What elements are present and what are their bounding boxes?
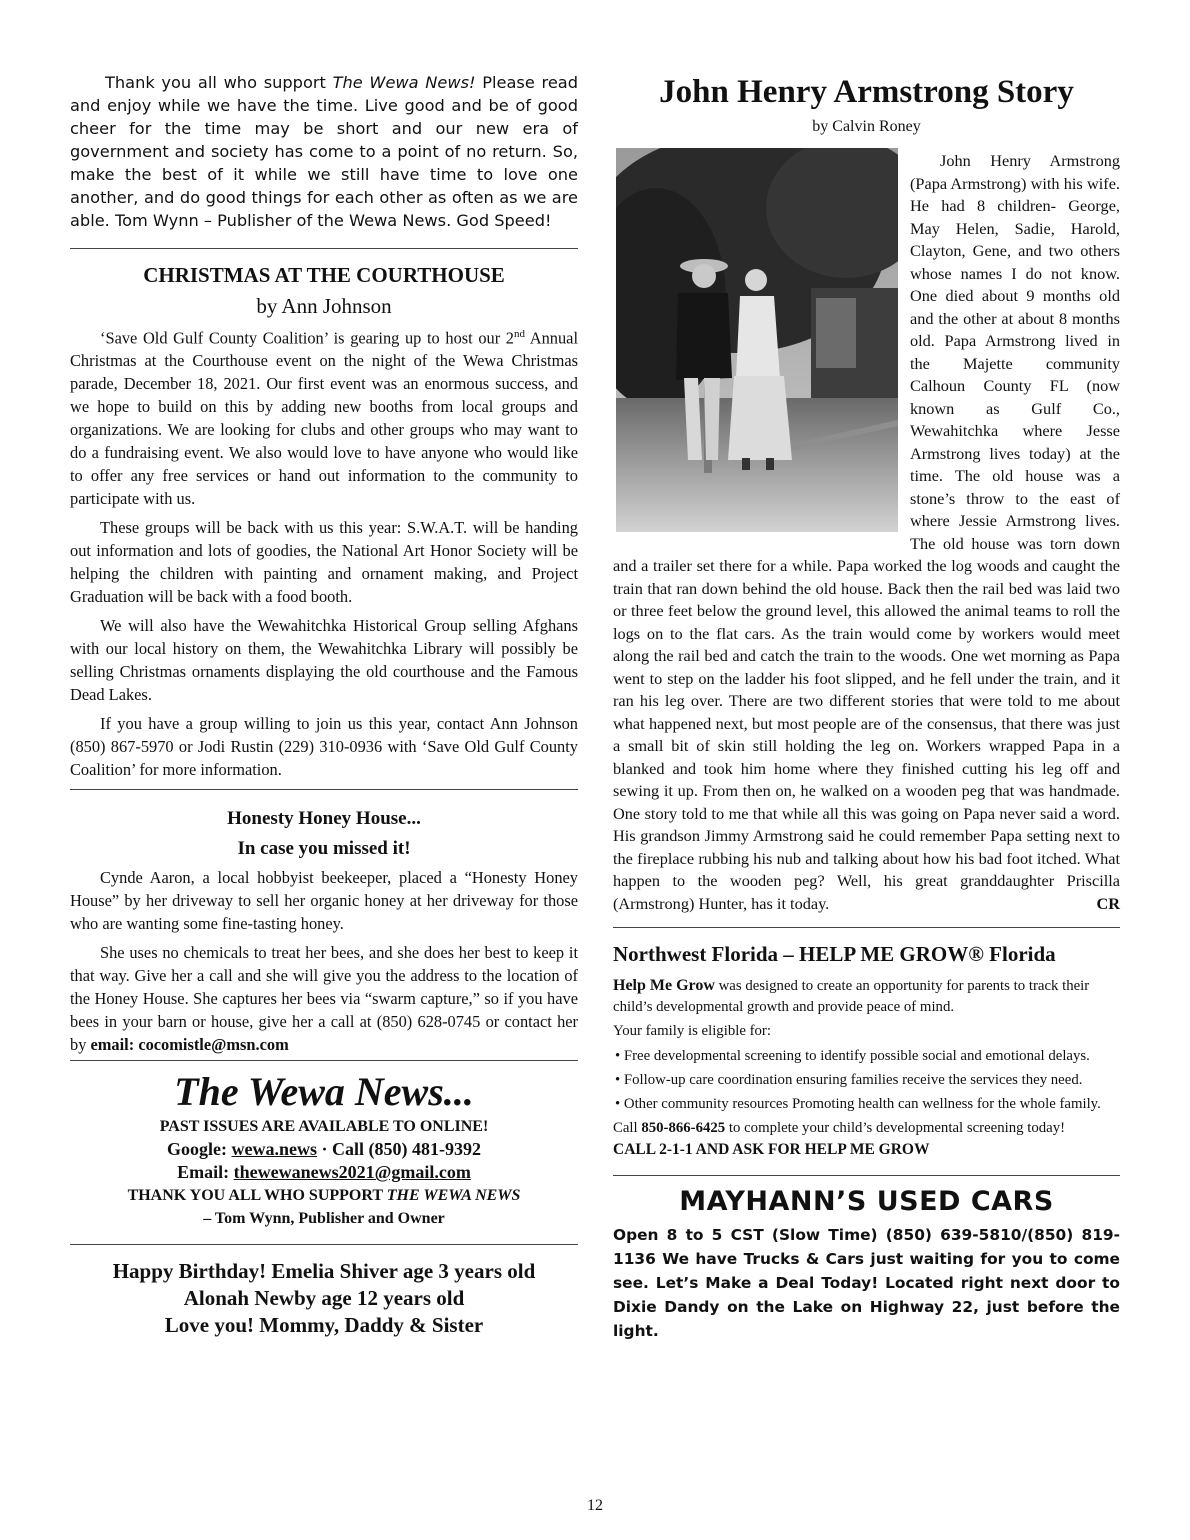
publisher-note-text-cont: Please read and enjoy while we have the time. Live good and be of good cheer for the time may be short and our new era of government and society has come to a point of no return. So, make the best of it while we still have time to love one another, and do good things for each other as often as we are able. Tom Wynn – Publisher of the Wewa News. God Speed! bbox=[70, 73, 578, 230]
publisher-note bbox=[70, 71, 578, 232]
help-me-grow-body bbox=[613, 975, 1120, 1161]
honey-body bbox=[70, 866, 578, 1056]
list-item: • Free developmental screening to identify possible social and emotional delays. bbox=[615, 1048, 1090, 1064]
armstrong-byline: by Calvin Roney bbox=[812, 118, 921, 135]
mayhanns-body: Open 8 to 5 CST (Slow Time) (850) 639-5810/(850) 819-1136 We have Trucks & Cars just waiting for you to come see. Let’s Make a Deal Today! Located right next door to Dixie Dandy on the Lake on Highway 22, just before the light. bbox=[613, 1226, 1120, 1340]
help-me-grow-intro bbox=[613, 975, 1120, 1018]
divider bbox=[70, 1060, 578, 1061]
help-me-grow-title: Northwest Florida – HELP ME GROW® Florida bbox=[613, 942, 1056, 966]
armstrong-body-text: John Henry Armstrong (Papa Armstrong) with his wife. He had 8 children- George, May Helen, Sadie, Harold, Clayton, Gene, and two others whose names I do not know. One died about 9 months old and the other at about 8 months old. Papa Armstrong lived in the Majette community Calhoun County FL (now known as Gulf Co., Wewahitchka where Jesse Armstrong lives today) at the time. The old house was a stone’s throw to the east of where Jessie Armstrong lives. The old house was torn down and a trailer set there for a while. Papa worked the log woods and caught the train that ran down behind the old house. Back then the rail bed was laid two or three feet below the ground level, this allowed the animal teams to roll the logs on to the flat cars. As the train would come by workers would meet along the rail bed and catch the train to the woods. One wet morning as Papa went to step on the ladder his foot slipped, and he fell under the train, and it ran his leg over. There are two different stories that were told to me about what happened next, but most people are of the consensus, that there was just a small bit of skin still holding the leg on. Workers wrapped Papa in a blanked and took him home where they finished cutting his leg off and sewing it up. From then on, he walked on a wooden peg that was handmade. One story told to me that while all this was going on Papa never said a word. His grandson Jimmy Armstrong said he could remember Papa setting next to the fireplace rubbing his nub and talking about how his bad foot itched. What happen to the wooden peg? Well, his great granddaughter Priscilla (Armstrong) Hunter, has it today. bbox=[613, 151, 1120, 913]
divider bbox=[70, 248, 578, 249]
list-item: • Follow-up care coordination ensuring families receive the services they need. bbox=[615, 1072, 1083, 1088]
honey-title-line-2: In case you missed it! bbox=[237, 838, 411, 860]
honey-article bbox=[70, 804, 578, 1056]
right-column bbox=[613, 70, 1120, 1343]
birthday-line-2: Alonah Newby age 12 years old bbox=[183, 1286, 465, 1311]
christmas-paragraph-4: If you have a group willing to join us this year, contact Ann Johnson (850) 867-5970 or Jodi Rustin (229) 310-0936 with ‘Save Old Gulf County Coalition’ for more information. bbox=[70, 714, 578, 780]
christmas-paragraph-2: These groups will be back with us this year: S.W.A.T. will be handing out information and lots of goodies, the National Art Honor Society will be helping the children with painting and ornament making, and Project Graduation will be back with a food booth. bbox=[70, 518, 578, 607]
honey-email-label: email: bbox=[90, 1035, 135, 1055]
wewa-email-line bbox=[70, 1161, 578, 1184]
honey-title-line-1: Honesty Honey House... bbox=[227, 808, 421, 830]
wewa-past-issues: PAST ISSUES ARE AVAILABLE TO ONLINE! bbox=[159, 1118, 489, 1136]
help-me-grow-eligible: Your family is eligible for: bbox=[613, 1023, 771, 1039]
birthday-notice bbox=[70, 1258, 578, 1339]
birthday-line-1: Happy Birthday! Emelia Shiver age 3 years old bbox=[112, 1259, 536, 1284]
honey-paragraph-2 bbox=[70, 941, 578, 1056]
honey-title bbox=[70, 804, 578, 864]
armstrong-couple-photo bbox=[616, 148, 898, 532]
divider bbox=[70, 789, 578, 790]
wewa-thanks-paper: THE WEWA NEWS bbox=[386, 1187, 521, 1205]
armstrong-article bbox=[613, 136, 1120, 915]
wewa-google-label: Google: bbox=[167, 1139, 232, 1160]
mayhanns-ad bbox=[613, 1186, 1120, 1343]
help-me-grow-call bbox=[613, 1118, 1120, 1161]
christmas-article bbox=[70, 263, 578, 781]
help-me-grow-box bbox=[613, 942, 1120, 1161]
page-number: 12 bbox=[587, 1497, 603, 1514]
honey-email[interactable]: cocomistle@msn.com bbox=[138, 1035, 289, 1055]
christmas-paragraph-1 bbox=[70, 323, 578, 510]
christmas-byline: by Ann Johnson bbox=[256, 294, 392, 318]
christmas-title: CHRISTMAS AT THE COURTHOUSE bbox=[143, 263, 505, 287]
wewa-news-box bbox=[70, 1069, 578, 1230]
help-me-grow-name: Help Me Grow bbox=[613, 977, 715, 994]
list-item: • Other community resources Promoting health can wellness for the whole family. bbox=[615, 1096, 1101, 1112]
honey-p2-text: She uses no chemicals to treat her bees, and she does her best to keep it that way. Give her a call and she will give you the address to the location of the Honey House. She captures her bees via “swarm capture,” so if you have bees in your barn or house, give her a call at (850) 628-0745 or contact her by bbox=[70, 943, 578, 1055]
wewa-google-line bbox=[70, 1138, 578, 1161]
wewa-thanks-text: THANK YOU ALL WHO SUPPORT bbox=[127, 1187, 387, 1205]
divider bbox=[613, 1175, 1120, 1176]
help-me-grow-call-post: to complete your child’s developmental screening today! bbox=[725, 1120, 1080, 1136]
publisher-note-text: Thank you all who support bbox=[105, 73, 333, 92]
help-me-grow-intro-text: was designed to create an opportunity for parents to track their child’s developmental growth and provide peace of mind. bbox=[613, 978, 1090, 1015]
christmas-paragraph-3: We will also have the Wewahitchka Historical Group selling Afghans with our local history on them, the Wewahitchka Library will possibly be selling Christmas ornaments displaying the old courthouse and the Famous Dead Lakes. bbox=[70, 616, 578, 705]
armstrong-signature: CR bbox=[1096, 893, 1120, 913]
wewa-publisher: – Tom Wynn, Publisher and Owner bbox=[203, 1210, 445, 1228]
help-me-grow-call-pre: Call bbox=[613, 1120, 642, 1136]
honey-paragraph-1: Cynde Aaron, a local hobbyist beekeeper, placed a “Honesty Honey House” by her driveway to sell her organic honey at her driveway for those who are wanting some fine-tasting honey. bbox=[70, 868, 578, 934]
christmas-p1-text: ‘Save Old Gulf County Coalition’ is gearing up to host our 2 bbox=[100, 328, 515, 348]
publisher-note-paper-name: The Wewa News! bbox=[332, 73, 476, 92]
left-column bbox=[70, 66, 578, 1339]
birthday-line-3: Love you! Mommy, Daddy & Sister bbox=[164, 1313, 484, 1338]
help-me-grow-phone: 850-866-6425 bbox=[641, 1120, 726, 1136]
wewa-thanks bbox=[70, 1184, 578, 1207]
christmas-body bbox=[70, 323, 578, 781]
divider bbox=[70, 1244, 578, 1245]
wewa-google-link[interactable]: wewa.news bbox=[231, 1139, 317, 1160]
christmas-p1-sup: nd bbox=[514, 328, 526, 340]
wewa-email-label: Email: bbox=[177, 1162, 234, 1183]
wewa-email-link[interactable]: thewewanews2021@gmail.com bbox=[233, 1162, 471, 1183]
wewa-news-title: The Wewa News... bbox=[174, 1069, 474, 1115]
wewa-call: · Call (850) 481-9392 bbox=[317, 1139, 481, 1160]
armstrong-title: John Henry Armstrong Story bbox=[659, 74, 1074, 110]
help-me-grow-list bbox=[613, 1046, 1120, 1115]
christmas-p1-text-cont: Annual Christmas at the Courthouse event on the night of the Wewa Christmas parade, December 18, 2021. Our first event was an enormous success, and we hope to build on this by adding new booths from local groups and organizations. We are looking for clubs and other groups who may want to do a fundraising event. We also would love to have anyone who would like to offer any free services or hand out information to the community to participate with us. bbox=[70, 328, 578, 509]
help-me-grow-cta: CALL 2-1-1 AND ASK FOR HELP ME GROW bbox=[613, 1141, 930, 1158]
divider bbox=[613, 927, 1120, 928]
mayhanns-title: MAYHANN’S USED CARS bbox=[679, 1186, 1054, 1217]
